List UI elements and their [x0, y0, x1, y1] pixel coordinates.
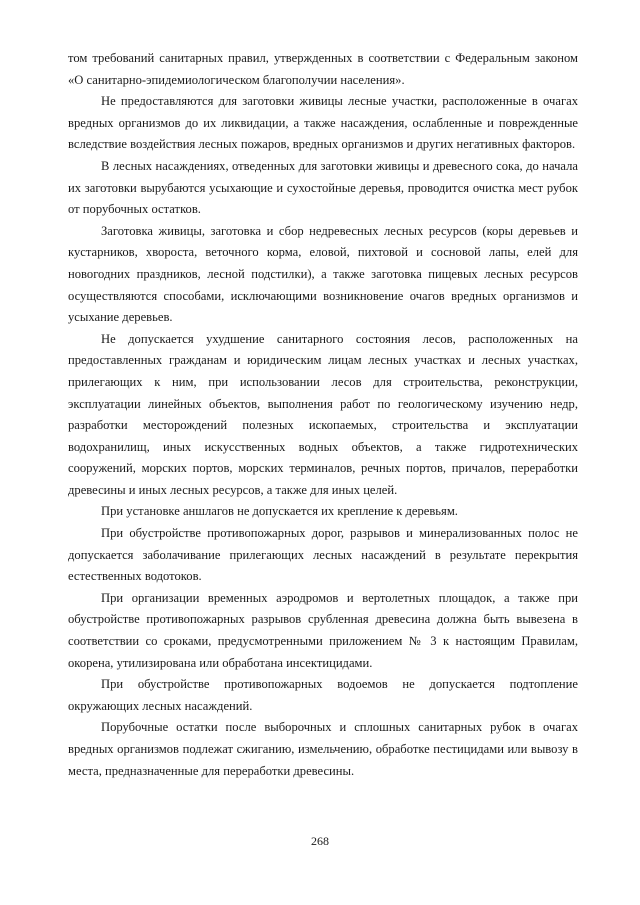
paragraph-5: Не допускается ухудшение санитарного состояния лесов, расположенных на предоставленных гражданам и юридическим лицам лесных участках и лесных участках, прилегающих к ним, при использовании лесов для строительства, реконструкции, эксплуатации линейных объектов, выполнения работ по геологическому изучению недр, разработки месторождений полезных ископаемых, строительства и эксплуатации водохранилищ, иных искусственных водных объектов, а также гидротехнических сооружений, морских портов, морских терминалов, речных портов, причалов, переработки древесины и иных лесных ресурсов, а также для иных целей.	[68, 331, 578, 497]
paragraph-9: При обустройстве противопожарных водоемов не допускается подтопление окружающих лесных насаждений.	[68, 677, 578, 713]
page-number: 268	[311, 834, 329, 848]
paragraph-2: Не предоставляются для заготовки живицы лесные участки, расположенные в очагах вредных организмов до их ликвидации, а также насаждения, ослабленные и поврежденные вследствие воздействия лесных пожаров, вредных организмов и других негативных факторов.	[68, 94, 578, 152]
page-body	[68, 48, 578, 782]
paragraph-8: При организации временных аэродромов и вертолетных площадок, а также при обустройстве противопожарных разрывов срубленная древесина должна быть вывезена в соответствии со сроками, предусмотренными приложением № 3 к настоящим Правилам, окорена, утилизирована или обработана инсектицидами.	[68, 590, 578, 670]
paragraph-3: В лесных насаждениях, отведенных для заготовки живицы и древесного сока, до начала их заготовки вырубаются усыхающие и сухостойные деревья, проводится очистка мест рубок от порубочных остатков.	[68, 158, 578, 217]
paragraph-6: При установке аншлагов не допускается их крепление к деревьям.	[101, 504, 458, 519]
paragraph-4: Заготовка живицы, заготовка и сбор недревесных лесных ресурсов (коры деревьев и кустарников, хвороста, веточного корма, еловой, пихтовой и сосновой лапы, елей для новогодних праздников, лесной подстилки), а также заготовка пищевых лесных ресурсов осуществляются способами, исключающими возникновение очагов вредных организмов и усыхание деревьев.	[68, 223, 578, 325]
paragraph-10: Порубочные остатки после выборочных и сплошных санитарных рубок в очагах вредных организмов подлежат сжиганию, измельчению, обработке пестицидами или вывозу в места, предназначенные для переработки древесины.	[68, 720, 578, 778]
paragraph-1: том требований санитарных правил, утвержденных в соответствии с Федеральным законом «О санитарно-эпидемиологическом благополучии населения».	[68, 51, 578, 87]
paragraph-7: При обустройстве противопожарных дорог, разрывов и минерализованных полос не допускается заболачивание прилегающих лесных насаждений в результате перекрытия естественных водотоков.	[68, 526, 578, 584]
